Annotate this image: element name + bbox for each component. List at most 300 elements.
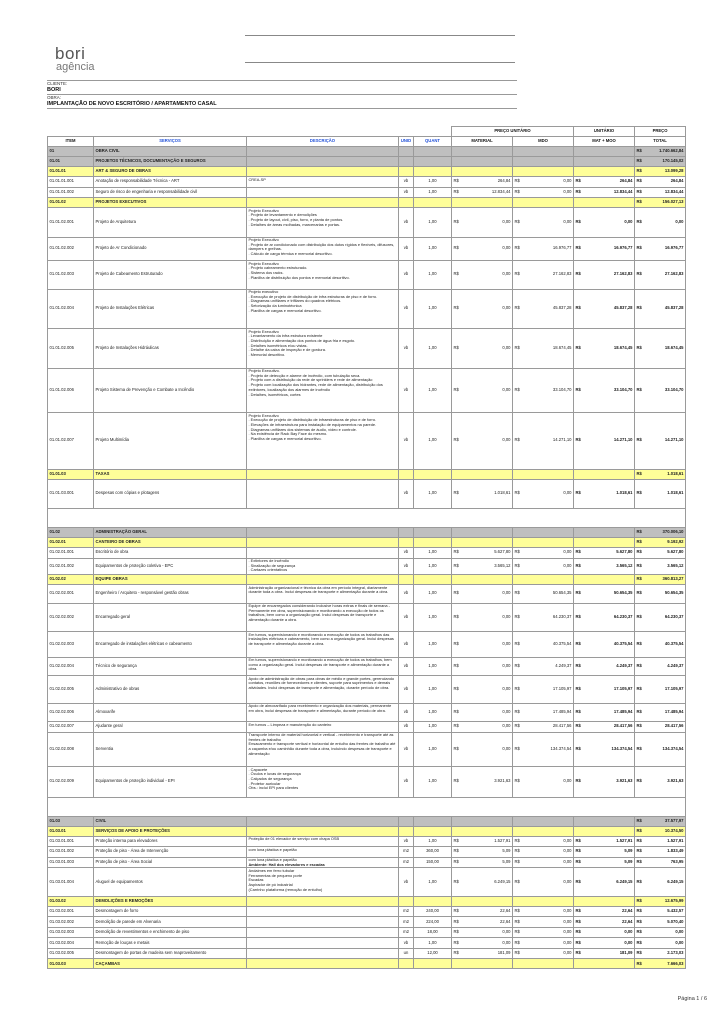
mat-mdo-value: 16.976,77 [613, 245, 633, 251]
empty-cell [574, 469, 635, 479]
currency-symbol: R$ [636, 817, 642, 823]
service-name: Serventia [94, 732, 247, 767]
material-value-cell [452, 767, 513, 798]
item-code: 01.01.03 [48, 469, 94, 479]
mat-mdo-value-cell [574, 847, 635, 858]
table-row [48, 329, 686, 369]
item-code: 01.03.02.005 [48, 948, 94, 959]
service-name: Anotação de responsabilidade Técnica - ART [94, 177, 247, 188]
quantity: 1,00 [414, 632, 452, 658]
mat-mdo-value-cell [574, 208, 635, 238]
material-value-cell [452, 847, 513, 858]
mat-mdo-value-cell [574, 857, 635, 868]
empty-cell [574, 147, 635, 157]
material-value-cell [452, 413, 513, 470]
mat-mdo-value: 33.104,70 [613, 386, 633, 392]
mdo-value: 17.105,97 [552, 685, 572, 691]
logo-subtext: agência [56, 61, 95, 73]
service-name: Almoxarife [94, 703, 247, 722]
item-code: 01.03.02.002 [48, 917, 94, 928]
empty-cell [574, 816, 635, 826]
currency-symbol: R$ [636, 685, 642, 691]
item-code: 01.02.02.009 [48, 767, 94, 798]
quantity: 1,00 [414, 836, 452, 847]
currency-symbol: R$ [636, 939, 642, 945]
table-row [48, 603, 686, 632]
description-line: . Extintores de incêndio [248, 558, 289, 563]
mdo-value-cell [513, 603, 574, 632]
total-value-cell [635, 413, 686, 470]
total-value-cell [635, 261, 686, 290]
description-line: . Memorial descritivo. [248, 352, 286, 358]
service-title: TAXAS [94, 469, 247, 479]
currency-symbol: R$ [453, 908, 459, 914]
material-value: 0,00 [502, 662, 511, 668]
currency-symbol: R$ [636, 918, 642, 924]
material-value: 5.627,80 [494, 549, 511, 555]
service-name: Projeto de Instalações Elétricas [94, 289, 247, 329]
item-code: 01.02.01.001 [48, 548, 94, 559]
total-value: 50.654,35 [664, 590, 684, 596]
item-code: 01.03.01.004 [48, 868, 94, 897]
description: Apoio de almoxarifado para recebimento e organização dos materiais, permanente em obra, inclui despesas de transporte e alimentação, durante período de obra. [247, 703, 399, 722]
quantity: 1,00 [414, 585, 452, 604]
material-value-cell [452, 208, 513, 238]
mat-mdo-value-cell [574, 603, 635, 632]
currency-symbol: R$ [453, 859, 459, 865]
total-value: 4.249,37 [667, 662, 684, 668]
description: Proteção de 01 elevador de serviço com chapa OSB [247, 836, 399, 847]
empty-cell [399, 528, 414, 538]
table-row [48, 732, 686, 767]
quantity: 12,00 [414, 948, 452, 959]
description-line: (Carrinho plataforma (remoção de entulho) [248, 886, 323, 892]
mat-mdo-value-cell [574, 237, 635, 261]
currency-symbol: R$ [636, 490, 642, 496]
total-value-cell [635, 585, 686, 604]
total-value-cell [635, 657, 686, 676]
total-value-cell [635, 479, 686, 509]
total-value-cell [635, 198, 686, 208]
quantity: 1,00 [414, 237, 452, 261]
material-value: 3.565,12 [494, 562, 511, 568]
total-value: 33.104,70 [664, 386, 684, 392]
currency-symbol: R$ [453, 918, 459, 924]
currency-symbol: R$ [575, 929, 581, 935]
material-value-cell [452, 237, 513, 261]
currency-symbol: R$ [636, 470, 642, 476]
service-title: ADMINISTRAÇÃO GERAL [94, 528, 247, 538]
empty-cell [513, 959, 574, 969]
description-line: . Sinalização de segurança [248, 562, 296, 568]
currency-symbol: R$ [514, 662, 520, 668]
quantity: 360,00 [414, 847, 452, 858]
material-value-cell [452, 948, 513, 959]
total-value: 14.271,10 [664, 437, 684, 443]
empty-cell [513, 528, 574, 538]
total-value-cell [635, 836, 686, 847]
total-value: 12.834,44 [664, 188, 684, 194]
currency-symbol: R$ [636, 613, 642, 619]
empty-cell [513, 816, 574, 826]
unit: vb [399, 938, 414, 949]
total-value-cell [635, 558, 686, 575]
total-value: 1.018,61 [667, 490, 684, 496]
empty-cell [414, 157, 452, 167]
material-value: 0,00 [502, 613, 511, 619]
material-value-cell [452, 917, 513, 928]
total-value-cell [635, 868, 686, 897]
total-value-cell [635, 906, 686, 917]
total-value: 37.577,97 [664, 817, 684, 823]
top-rule [245, 35, 515, 36]
service-name: Projeto Sistema de Prevenção e Combate a Incêndio [94, 368, 247, 413]
material-value-cell [452, 676, 513, 704]
total-value-cell [635, 603, 686, 632]
mdo-value: 0,00 [563, 939, 572, 945]
quantity: 150,00 [414, 857, 452, 868]
mat-mdo-value-cell [574, 676, 635, 704]
description-line: . Óculos e luvas de segurança [248, 771, 301, 777]
table-row [48, 632, 686, 658]
service-name: Proteção interna para elevadores [94, 836, 247, 847]
mat-mdo-value: 3.565,12 [616, 562, 633, 568]
quantity: 1,00 [414, 603, 452, 632]
currency-symbol: R$ [514, 178, 520, 184]
description-line: com lona plástica e papelão [248, 857, 297, 862]
spacer-cell [48, 797, 686, 816]
total-value-cell [635, 722, 686, 733]
mat-mdo-value: 264,84 [619, 178, 633, 184]
description-line: . Execução de projeto de distribuição de infra estruturas de piso e de forro. [248, 293, 378, 299]
material-value-cell [452, 558, 513, 575]
subgroup-row [48, 575, 686, 585]
col-descricao: DESCRIÇÃO [247, 137, 399, 147]
item-code: 01.01.03.001 [48, 479, 94, 509]
mdo-value: 14.271,10 [552, 437, 572, 443]
col-item: ITEM [48, 137, 94, 147]
description: Administração organizacional e técnica da obra em período integral, diariamente durante toda a obra. Inclui despesas de transporte e alimentação durante a obra. [247, 585, 399, 604]
group-preco-unitario: PREÇO UNITÁRIO [452, 127, 574, 137]
currency-symbol: R$ [636, 827, 642, 833]
currency-symbol: R$ [575, 590, 581, 596]
material-value: 22,64 [500, 918, 511, 924]
total-value: 64.230,37 [664, 613, 684, 619]
total-value: 2.173,03 [667, 950, 684, 956]
item-code: 01.02.02.007 [48, 722, 94, 733]
currency-symbol: R$ [575, 908, 581, 914]
service-title: PROJETOS EXECUTIVOS [94, 198, 247, 208]
currency-symbol: R$ [514, 437, 520, 443]
currency-symbol: R$ [575, 640, 581, 646]
mdo-value: 45.837,28 [552, 305, 572, 311]
description [247, 479, 399, 509]
logo-text: bori [55, 44, 86, 63]
mat-mdo-value-cell [574, 948, 635, 959]
total-value: 17.105,97 [664, 685, 684, 691]
item-code: 01.01.02.003 [48, 261, 94, 290]
description-line: . Detalhe da caixa de inspeção e de gordura. [248, 347, 326, 353]
currency-symbol: R$ [636, 929, 642, 935]
material-value-cell [452, 368, 513, 413]
currency-symbol: R$ [514, 745, 520, 751]
unit: m2 [399, 906, 414, 917]
mdo-value-cell [513, 368, 574, 413]
item-code: 01.01.02.006 [48, 368, 94, 413]
total-value: 0,00 [675, 218, 684, 224]
mat-mdo-value: 28.417,56 [613, 723, 633, 729]
currency-symbol: R$ [636, 199, 642, 205]
total-value-cell [635, 157, 686, 167]
total-value: 28.417,56 [664, 723, 684, 729]
unit: m2 [399, 927, 414, 938]
description-line: . Calçados de segurança [248, 775, 292, 781]
total-value-cell [635, 237, 686, 261]
mdo-value: 0,00 [563, 218, 572, 224]
total-value: 16.976,77 [664, 245, 684, 251]
currency-symbol: R$ [514, 613, 520, 619]
header-group-row [48, 127, 686, 137]
currency-symbol: R$ [453, 344, 459, 350]
description-line: . Cartazes orientativos [248, 567, 288, 573]
currency-symbol: R$ [453, 549, 459, 555]
mat-mdo-value: 50.654,35 [613, 590, 633, 596]
mat-mdo-value-cell [574, 657, 635, 676]
table-row [48, 261, 686, 290]
mat-mdo-value-cell [574, 413, 635, 470]
mdo-value: 50.654,35 [552, 590, 572, 596]
item-code: 01.03.03 [48, 959, 94, 969]
service-name: Desmontagem de portas de madeira sem reaproveitamento [94, 948, 247, 959]
currency-symbol: R$ [514, 562, 520, 568]
currency-symbol: R$ [636, 960, 642, 966]
quantity: 224,00 [414, 917, 452, 928]
service-name: Despesas com cópias e plotagens [94, 479, 247, 509]
currency-symbol: R$ [636, 218, 642, 224]
currency-symbol: R$ [514, 218, 520, 224]
currency-symbol: R$ [453, 590, 459, 596]
quantity: 1,00 [414, 261, 452, 290]
item-code: 01.03.02 [48, 896, 94, 906]
currency-symbol: R$ [575, 859, 581, 865]
empty-cell [452, 826, 513, 836]
empty-cell [414, 469, 452, 479]
mdo-value-cell [513, 187, 574, 198]
mdo-value-cell [513, 676, 574, 704]
currency-symbol: R$ [453, 218, 459, 224]
total-value: 1.527,91 [667, 837, 684, 843]
empty-cell [574, 538, 635, 548]
divider [47, 108, 517, 109]
quantity: 18,00 [414, 927, 452, 938]
table-row [48, 368, 686, 413]
header-row [48, 137, 686, 147]
item-code: 01 [48, 147, 94, 157]
currency-symbol: R$ [636, 908, 642, 914]
currency-symbol: R$ [636, 859, 642, 865]
description-line: . Detalhes isométricos e/ou vistas. [248, 342, 308, 348]
mdo-value-cell [513, 237, 574, 261]
currency-symbol: R$ [575, 708, 581, 714]
total-value-cell [635, 632, 686, 658]
material-value: 0,00 [502, 437, 511, 443]
empty-cell [247, 826, 399, 836]
currency-symbol: R$ [636, 539, 642, 545]
mdo-value-cell [513, 585, 574, 604]
description-line: . Cálculo de carga térmica e memorial descritivo. [248, 251, 333, 257]
total-value-cell [635, 917, 686, 928]
mdo-value-cell [513, 767, 574, 798]
empty-cell [247, 538, 399, 548]
description: com lona plástica e papelão [247, 847, 399, 858]
client-label: CLIENTE: [47, 81, 68, 86]
service-name: Encarregado de instalações elétricas e cabeamento [94, 632, 247, 658]
table-row [48, 479, 686, 509]
total-value: 12.675,99 [664, 898, 684, 903]
description-line: . Projeto de ar condicionado com distribuição dos dutos rígidos e flexíveis, difusores, dampers e grelhas. [248, 241, 395, 252]
unit: vb [399, 329, 414, 369]
total-value: 264,84 [670, 178, 684, 184]
description: Em turnos, supervisionando e monitorando a execução de todos os trabalhos, bem como a organização geral. Inclui despesas de transporte e alimentação durante a obra. [247, 657, 399, 676]
currency-symbol: R$ [453, 490, 459, 496]
description-line: Obs.: inclui EPI para clientes [248, 785, 299, 791]
empty-cell [513, 167, 574, 177]
mdo-value: 0,00 [563, 859, 572, 865]
unit: vb [399, 632, 414, 658]
empty-cell [513, 469, 574, 479]
mat-mdo-value-cell [574, 368, 635, 413]
currency-symbol: R$ [575, 305, 581, 311]
currency-symbol: R$ [453, 745, 459, 751]
description-line: Ferramentas de pequeno porte [248, 872, 303, 878]
description: Em turnos, supervisionando e monitorando a execução de todos os trabalhos das instalações elétricas e cabeamento, bem como a organização geral. Inclui despesas de transporte e alimentação durante a obra. [247, 632, 399, 658]
total-value: 13.099,28 [664, 168, 684, 174]
mat-mdo-value-cell [574, 632, 635, 658]
mdo-value: 0,00 [563, 562, 572, 568]
mat-mdo-value: 64.230,37 [613, 613, 633, 619]
mdo-value: 0,00 [563, 950, 572, 956]
item-code: 01.03.01.002 [48, 847, 94, 858]
item-code: 01.02.02.002 [48, 603, 94, 632]
description-line: Ambiente: Hall dos elevadores e escadas [248, 861, 325, 867]
quantity: 1,00 [414, 938, 452, 949]
material-value: 1.018,61 [494, 490, 511, 496]
empty-cell [513, 198, 574, 208]
total-value: 156.027,13 [662, 199, 684, 205]
material-value: 0,00 [502, 640, 511, 646]
description [247, 368, 399, 413]
currency-symbol: R$ [575, 490, 581, 496]
service-name: Escritório de obra [94, 548, 247, 559]
table-row [48, 938, 686, 949]
currency-symbol: R$ [636, 344, 642, 350]
mat-mdo-value: 6.249,15 [616, 878, 633, 884]
empty-cell [452, 157, 513, 167]
currency-symbol: R$ [575, 344, 581, 350]
description-line: . Setorização da luminotécnica [248, 303, 302, 309]
table-row [48, 177, 686, 188]
mat-mdo-value: 1.527,91 [616, 837, 633, 843]
mdo-value-cell [513, 261, 574, 290]
item-code: 01.02.02.006 [48, 703, 94, 722]
empty-cell [414, 826, 452, 836]
empty-cell [399, 575, 414, 585]
description: Apoio de administração de obras para obras de médio e grande portes, gerenciando contatos, reuniões de fornecedores e clientes, suporte para suprimentos e demais atividades. Inclui despesas de transporte e alimentação, durante período de obra. [247, 676, 399, 704]
material-value-cell [452, 906, 513, 917]
empty-cell [247, 575, 399, 585]
group-row [48, 147, 686, 157]
currency-symbol: R$ [575, 848, 581, 854]
currency-symbol: R$ [453, 685, 459, 691]
material-value-cell [452, 479, 513, 509]
currency-symbol: R$ [636, 148, 642, 154]
empty-cell [399, 469, 414, 479]
subgroup-row [48, 896, 686, 906]
description-line: Aspirador de pó industrial [248, 882, 293, 888]
currency-symbol: R$ [453, 837, 459, 843]
material-value-cell [452, 836, 513, 847]
mdo-value-cell [513, 857, 574, 868]
description: CREA-SP [247, 177, 399, 188]
material-value: 181,09 [497, 950, 511, 956]
description: Em turnos – Limpeza e manutenção do canteiro [247, 722, 399, 733]
mat-mdo-value: 12.834,44 [613, 188, 633, 194]
service-name: Projeto Multimídia [94, 413, 247, 470]
description-line: . Planilha de distribuição dos pontos e memorial descritivo. [248, 274, 350, 280]
material-value: 0,00 [502, 305, 511, 311]
material-value-cell [452, 603, 513, 632]
table-row [48, 722, 686, 733]
mdo-value: 0,00 [563, 878, 572, 884]
description-line: . Projeto cabeamento estruturado. [248, 265, 308, 271]
table-row [48, 413, 686, 470]
item-code: 01.01 [48, 157, 94, 167]
currency-symbol: R$ [575, 778, 581, 784]
client-value: BORI [47, 87, 61, 93]
mat-mdo-value: 40.375,54 [613, 640, 633, 646]
mdo-value: 0,00 [563, 929, 572, 935]
empty-cell [414, 167, 452, 177]
description-line: Projeto Executivo [248, 260, 279, 266]
service-title: ART & SEGURO DE OBRAS [94, 167, 247, 177]
material-value: 3.921,63 [494, 778, 511, 784]
service-name: Projeto de Cabeamento Estruturado [94, 261, 247, 290]
total-value: 1.018,61 [667, 470, 684, 476]
material-value: 0,00 [502, 271, 511, 277]
description-line: . Capacete [248, 766, 268, 772]
item-code: 01.02 [48, 528, 94, 538]
item-code: 01.02.02.005 [48, 676, 94, 704]
description-line: . Distribuição e alimentação dos pontos de água fria e esgoto. [248, 337, 356, 343]
mat-mdo-value: 14.271,10 [613, 437, 633, 443]
description [247, 917, 399, 928]
mat-mdo-value-cell [574, 177, 635, 188]
material-value: 0,00 [502, 344, 511, 350]
currency-symbol: R$ [453, 178, 459, 184]
item-code: 01.01.02.005 [48, 329, 94, 369]
empty-cell [414, 198, 452, 208]
quantity: 1,00 [414, 548, 452, 559]
description [247, 237, 399, 261]
quantity: 240,00 [414, 906, 452, 917]
unit: m2 [399, 847, 414, 858]
mat-mdo-value-cell [574, 868, 635, 897]
mdo-value-cell [513, 177, 574, 188]
description-line: Escadas [248, 877, 264, 883]
empty-cell [247, 896, 399, 906]
service-title: DEMOLIÇÕES E REMOÇÕES [94, 896, 247, 906]
currency-symbol: R$ [636, 178, 642, 184]
